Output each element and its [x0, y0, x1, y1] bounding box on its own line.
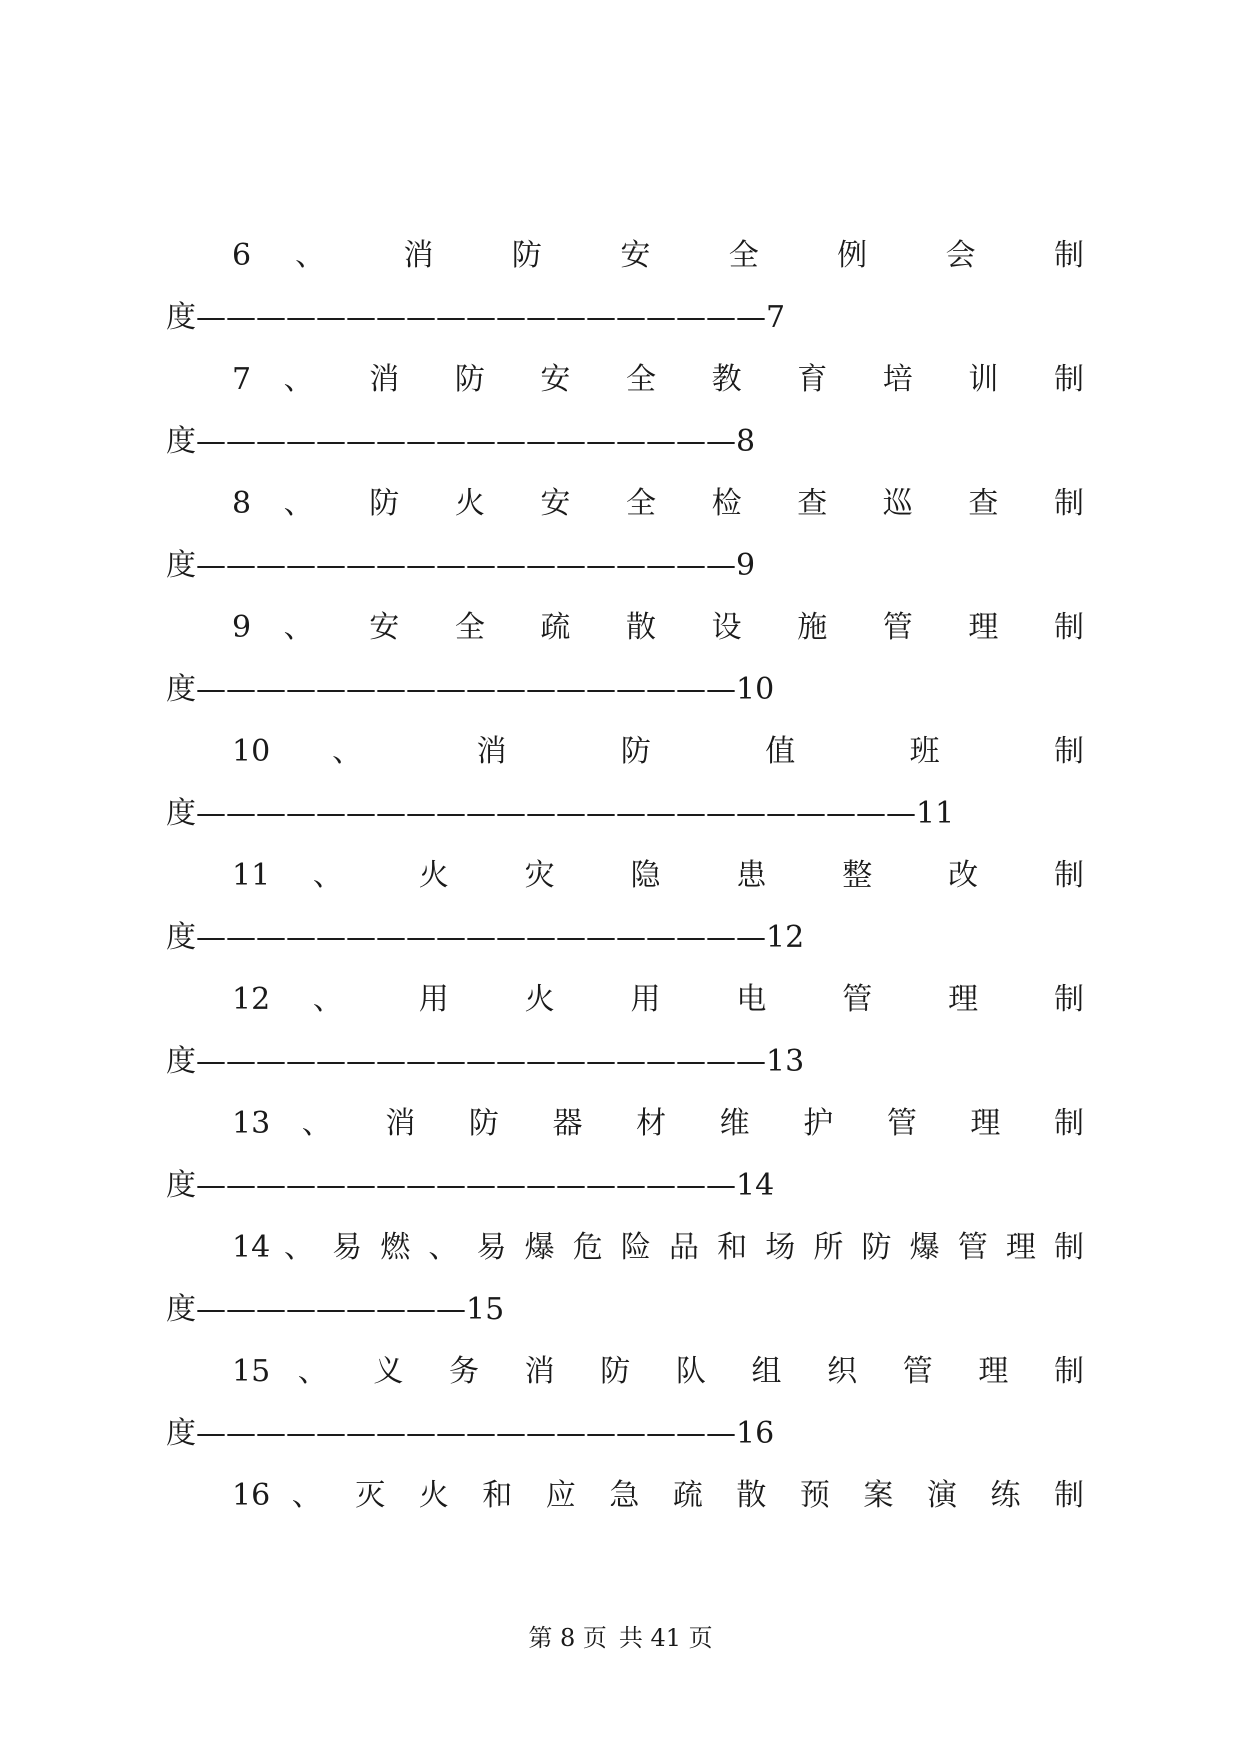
page-footer: [0, 1620, 1241, 1656]
toc-entry-leader: 度——————————————————9: [166, 548, 756, 583]
toc-entry-leader: 度—————————15: [166, 1292, 505, 1327]
toc-entry: [0, 726, 1241, 850]
toc-entry-title: 12 、 用 火 用 电 管 理 制: [232, 982, 1084, 1017]
toc-entry-leader: 度——————————————————16: [166, 1416, 775, 1451]
toc-entry: [0, 602, 1241, 726]
toc-entry-leader: 度————————————————————————11: [166, 796, 955, 831]
toc-entry-title: 15 、 义 务 消 防 队 组 织 管 理 制: [232, 1354, 1084, 1389]
toc-entry-leader: 度———————————————————13: [166, 1044, 805, 1079]
toc-entry: [0, 1470, 1241, 1594]
toc-entry-title: 14 、 易 燃 、 易 爆 危 险 品 和 场 所 防 爆 管 理 制: [232, 1230, 1084, 1265]
toc-entry: [0, 1346, 1241, 1470]
toc-entry-title: 6 、 消 防 安 全 例 会 制: [232, 238, 1084, 273]
toc-entry: [0, 1222, 1241, 1346]
toc-entry-leader: 度——————————————————14: [166, 1168, 775, 1203]
toc-entry: [0, 230, 1241, 354]
toc-entry: [0, 478, 1241, 602]
toc-entry-title: 13 、 消 防 器 材 维 护 管 理 制: [232, 1106, 1084, 1141]
toc-entry-title: 10 、 消 防 值 班 制: [232, 734, 1084, 769]
toc-entry-title: 9 、 安 全 疏 散 设 施 管 理 制: [232, 610, 1084, 645]
toc-entry: [0, 354, 1241, 478]
toc-entry-leader: 度——————————————————10: [166, 672, 775, 707]
total-pages: 共 41 页: [618, 1624, 713, 1652]
toc-entry-title: 7 、 消 防 安 全 教 育 培 训 制: [232, 362, 1084, 397]
toc-entry: [0, 850, 1241, 974]
toc-entry-leader: 度——————————————————8: [166, 424, 756, 459]
toc-entry: [0, 1098, 1241, 1222]
toc-entry: [0, 974, 1241, 1098]
page-number: 第 8 页: [528, 1624, 607, 1652]
toc-entry-title: 16 、 灭 火 和 应 急 疏 散 预 案 演 练 制: [232, 1478, 1084, 1513]
toc-entry-title: 8 、 防 火 安 全 检 查 巡 查 制: [232, 486, 1084, 521]
toc-entry-leader: 度———————————————————7: [166, 300, 786, 335]
toc-entry-leader: 度———————————————————12: [166, 920, 805, 955]
toc-entry-title: 11 、 火 灾 隐 患 整 改 制: [232, 858, 1084, 893]
